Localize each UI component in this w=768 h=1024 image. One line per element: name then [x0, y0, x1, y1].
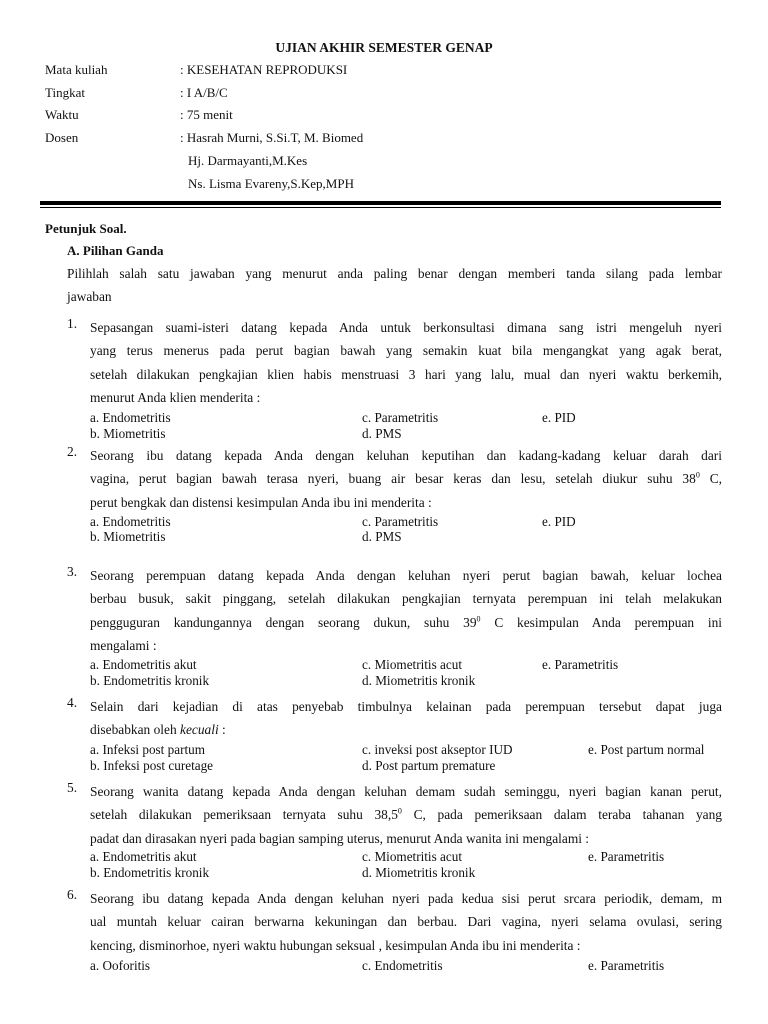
option-b: b. Endometritis kronik [90, 673, 210, 688]
question-text: Seorang ibu datang kepada Anda dengan keluhan keputihan dan kadang-kadang keluar darah dari vagina, perut bagian bawah terasa nyeri, buang air besar keras dan lesu, setelah diukur suhu $38^0$ C, perut bengkak dan distensi kesimpulan Anda ibu ini menderita : [90, 448, 722, 510]
course-value: : KESEHATAN REPRODUKSI [180, 62, 348, 77]
header-divider-thin [40, 207, 721, 208]
lecturer-3: Ns. Lisma Evareny,S.Kep,MPH [188, 176, 354, 191]
option-b: b. Miometritis [90, 529, 166, 544]
time-label: Waktu [45, 107, 79, 122]
lecturer-value: : Hasrah Murni, S.Si.T, M. Biomed [180, 130, 364, 145]
option-e: e. PID [542, 514, 576, 529]
question-number: 4. [67, 695, 78, 710]
question-number: 1. [67, 316, 78, 331]
lecturer-label: Dosen [45, 130, 79, 145]
option-c: c. Endometritis [362, 958, 443, 973]
option-d: d. Miometritis kronik [362, 673, 476, 688]
level-label: Tingkat [45, 85, 85, 100]
level-value: : I A/B/C [180, 85, 228, 100]
option-b: b. Infeksi post curetage [90, 758, 214, 773]
option-c: c. Miometritis acut [362, 849, 462, 864]
course-label: Mata kuliah [45, 62, 108, 77]
question-text: Seorang ibu datang kepada Anda dengan keluhan nyeri pada kedua sisi perut srcara periodik, demam, m ual muntah keluar cairan berwarna kekuningan dan berbau. Dari vagina, nyeri selama ovulasi, sering kencing, disminorhoe, nyeri waktu hubungan seksual , kesimpulan Anda ibu ini menderita : [90, 891, 722, 953]
question-text: Seorang perempuan datang kepada Anda dengan keluhan nyeri perut bagian bawah, keluar lochea berbau busuk, sakit pinggang, setelah dilakukan pengkajian ternyata perempuan ini telah melakukan pengguguran kandungannya dengan seorang dukun, suhu $39^0$ C kesimpulan Anda perempuan ini mengalami : [90, 568, 723, 653]
question-number: 5. [67, 780, 78, 795]
option-e: e. Parametritis [588, 958, 665, 973]
option-e: e. PID [542, 410, 576, 425]
option-a: a. Endometritis [90, 410, 171, 425]
option-c: c. Miometritis acut [362, 657, 462, 672]
option-b: b. Endometritis kronik [90, 865, 210, 880]
question-text: Selain dari kejadian di atas penyebab timbulnya kelainan pada perempuan tersebut dapat juga disebabkan oleh kecuali : [90, 699, 722, 738]
option-d: d. Miometritis kronik [362, 865, 476, 880]
option-c: c. Parametritis [362, 514, 439, 529]
option-e: e. Parametritis [588, 849, 665, 864]
option-a: a. Ooforitis [90, 958, 151, 973]
option-d: d. Post partum premature [362, 758, 496, 773]
question-text: Sepasangan suami-isteri datang kepada Anda untuk berkonsultasi dimana sang istri mengeluh nyeri yang terus menerus pada perut bagian bawah yang semakin kuat bila mengangkat yang agak berat, setelah dilakukan pengkajian klien habis menstruasi 3 hari yang lalu, mual dan nyeri waktu berkemih, menurut Anda klien menderita : [90, 320, 722, 405]
option-a: a. Endometritis [90, 514, 171, 529]
instructions-text: Pilihlah salah satu jawaban yang menurut anda paling benar dengan memberi tanda silang pada lembar jawaban [67, 266, 722, 305]
option-a: a. Endometritis akut [90, 657, 197, 672]
option-a: a. Infeksi post partum [90, 742, 205, 757]
option-d: d. PMS [362, 426, 402, 441]
option-e: e. Post partum normal [588, 742, 705, 757]
option-c: c. inveksi post akseptor IUD [362, 742, 513, 757]
option-b: b. Miometritis [90, 426, 166, 441]
question-number: 6. [67, 887, 78, 902]
option-c: c. Parametritis [362, 410, 439, 425]
page-title: UJIAN AKHIR SEMESTER GENAP [275, 40, 493, 55]
question-text: Seorang wanita datang kepada Anda dengan keluhan demam sudah seminggu, nyeri bagian kanan perut, setelah dilakukan pemeriksaan ternyata suhu 38,5$^0$ C, pada pemeriksaan dalam teraba tahanan yang padat dan dirasakan nyeri pada bagian samping uterus, menurut Anda wanita ini mengalami : [90, 784, 722, 846]
section-label: A. Pilihan Ganda [67, 243, 164, 258]
question-number: 2. [67, 444, 78, 459]
time-value: : 75 menit [180, 107, 233, 122]
option-a: a. Endometritis akut [90, 849, 197, 864]
option-e: e. Parametritis [542, 657, 619, 672]
header-divider-thick [40, 201, 721, 205]
instructions-heading: Petunjuk Soal. [45, 221, 127, 236]
option-d: d. PMS [362, 529, 402, 544]
lecturer-2: Hj. Darmayanti,M.Kes [188, 153, 308, 168]
question-number: 3. [67, 564, 78, 579]
